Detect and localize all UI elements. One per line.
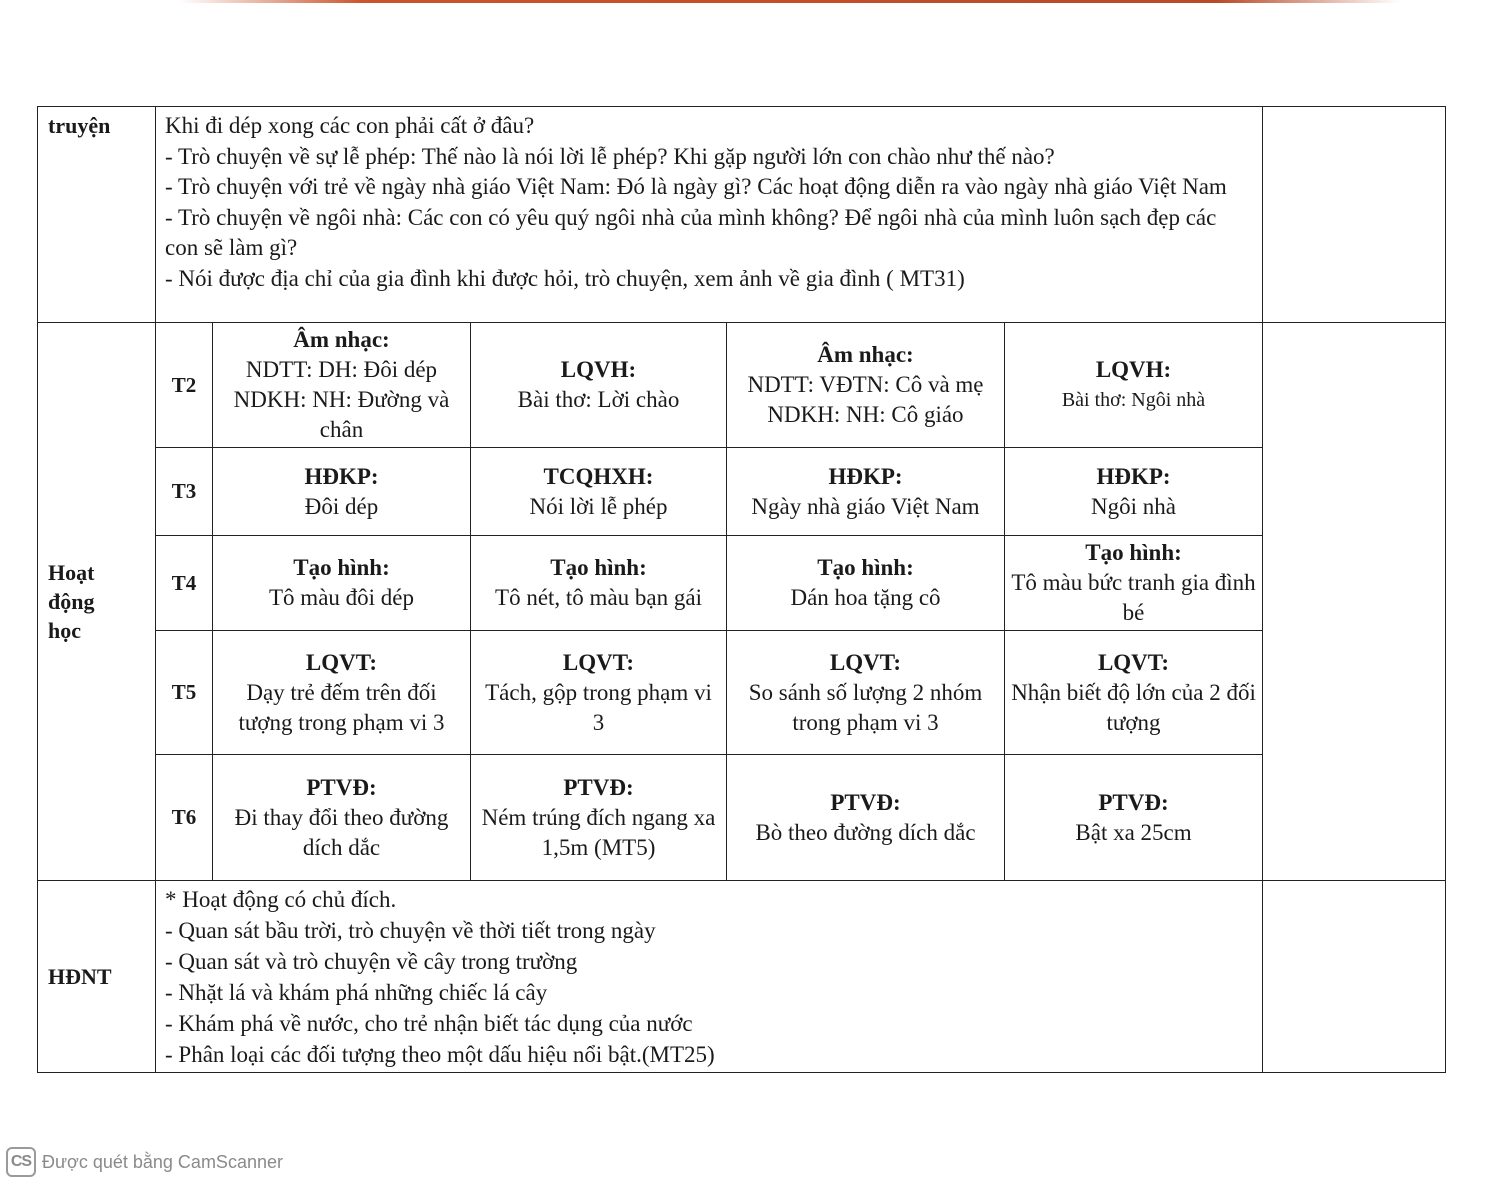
talk-line: - Nói được địa chỉ của gia đình khi được hỏi, trò chuyện, xem ảnh về gia đình ( MT31) [165, 265, 965, 291]
activity-cell [1005, 323, 1263, 448]
activity-cell [1005, 755, 1263, 881]
outdoor-line: - Nhặt lá và khám phá những chiếc lá cây [165, 980, 548, 1005]
activity-title: PTVĐ: [306, 774, 377, 800]
learning-row-t3 [38, 448, 1446, 536]
learning-label [38, 323, 156, 881]
learning-row-t4 [38, 536, 1446, 631]
activity-cell [1005, 631, 1263, 755]
outdoor-line: - Khám phá về nước, cho trẻ nhận biết tác dụng của nước [165, 1011, 693, 1036]
day-label: T6 [156, 755, 213, 881]
activity-cell [1005, 536, 1263, 631]
activity-cell [471, 536, 727, 631]
activity-title: TCQHXH: [543, 463, 654, 489]
activity-body: NDTT: DH: Đôi dép NDKH: NH: Đường và chân [233, 357, 450, 442]
activity-title: LQVT: [1097, 649, 1170, 675]
activity-body: Tách, gộp trong phạm vi 3 [485, 679, 712, 735]
day-label: T2 [156, 323, 213, 448]
activity-body: Nhận biết độ lớn của 2 đối tượng [1011, 679, 1256, 735]
talk-content [156, 107, 1263, 323]
day-label: T3 [156, 448, 213, 536]
talk-line: - Trò chuyện với trẻ về ngày nhà giáo Việt Nam: Đó là ngày gì? Các hoạt động diễn ra vào ngày nhà giáo Việt Nam [165, 174, 1227, 199]
notes-cell-learning [1263, 323, 1446, 881]
outdoor-line: - Quan sát và trò chuyện về cây trong trường [165, 949, 578, 974]
outdoor-line: - Quan sát bầu trời, trò chuyện về thời tiết trong ngày [165, 918, 656, 943]
learning-label-text: Hoạt động học [48, 560, 95, 643]
camscanner-text: Được quét bằng CamScanner [42, 1151, 283, 1172]
activity-title: LQVT: [562, 649, 635, 675]
activity-title: LQVT: [305, 649, 378, 675]
camscanner-watermark [6, 1146, 283, 1178]
activity-title: Âm nhạc: [817, 342, 914, 367]
activity-cell [727, 755, 1005, 881]
activity-body: Bài thơ: Lời chào [517, 387, 680, 412]
activity-cell [727, 631, 1005, 755]
activity-body: Ngày nhà giáo Việt Nam [751, 493, 980, 519]
activity-body: Ngôi nhà [1091, 493, 1176, 519]
activity-title: Tạo hình: [293, 555, 390, 580]
activity-cell [471, 448, 727, 536]
activity-title: HĐKP: [304, 463, 379, 489]
activity-cell [213, 755, 471, 881]
activity-body: Đi thay đổi theo đường dích dắc [234, 804, 449, 860]
notes-cell-talk [1263, 107, 1446, 323]
activity-title: LQVH: [1095, 357, 1172, 382]
talk-label: truyện [38, 107, 156, 323]
activity-cell [727, 323, 1005, 448]
activity-body: Tô màu đôi dép [269, 585, 414, 610]
activity-body: Dán hoa tặng cô [790, 585, 941, 610]
activity-title: Tạo hình: [550, 555, 647, 580]
activity-cell [1005, 448, 1263, 536]
activity-title: HĐKP: [828, 463, 903, 489]
activity-body: Tô nét, tô màu bạn gái [495, 585, 702, 610]
activity-cell [213, 323, 471, 448]
activity-title: PTVĐ: [830, 789, 901, 815]
outdoor-content [156, 881, 1263, 1073]
activity-title: HĐKP: [1096, 463, 1171, 489]
activity-cell [727, 536, 1005, 631]
activity-cell [213, 631, 471, 755]
activity-body: NDTT: VĐTN: Cô và mẹ NDKH: NH: Cô giáo [747, 372, 984, 427]
activity-body: So sánh số lượng 2 nhóm trong phạm vi 3 [748, 679, 983, 735]
activity-cell [727, 448, 1005, 536]
outdoor-line: * Hoạt động có chủ đích. [165, 887, 397, 912]
learning-row-t6 [38, 755, 1446, 881]
talk-row [38, 107, 1446, 323]
learning-row-t2 [38, 323, 1446, 448]
activity-body: Bật xa 25cm [1075, 819, 1192, 845]
activity-title: LQVT: [829, 649, 902, 675]
scan-edge-strip [180, 0, 1400, 3]
activity-body: Bài thơ: Ngôi nhà [1061, 389, 1206, 411]
activity-body: Bò theo đường dích dắc [755, 819, 976, 845]
activity-title: Tạo hình: [817, 555, 914, 580]
activity-body: Ném trúng đích ngang xa 1,5m (MT5) [481, 804, 716, 860]
activity-cell [213, 536, 471, 631]
day-label: T5 [156, 631, 213, 755]
activity-body: Đôi dép [304, 493, 379, 519]
activity-cell [471, 323, 727, 448]
notes-cell-outdoor [1263, 881, 1446, 1073]
activity-cell [471, 755, 727, 881]
outdoor-label: HĐNT [38, 881, 156, 1073]
activity-title: PTVĐ: [563, 774, 634, 800]
camscanner-logo: CS [6, 1147, 36, 1177]
activity-cell [471, 631, 727, 755]
talk-line: - Trò chuyện về ngôi nhà: Các con có yêu quý ngôi nhà của mình không? Để ngôi nhà của mình luôn sạch đẹp các con sẽ làm gì? [165, 204, 1217, 260]
activity-body: Dạy trẻ đếm trên đối tượng trong phạm vi 3 [238, 679, 445, 735]
lesson-plan-table [37, 106, 1446, 1073]
outdoor-line: - Phân loại các đối tượng theo một dấu hiệu nổi bật.(MT25) [165, 1042, 715, 1067]
activity-cell [213, 448, 471, 536]
learning-row-t5 [38, 631, 1446, 755]
activity-body: Tô màu bức tranh gia đình bé [1011, 570, 1256, 625]
outdoor-row [38, 881, 1446, 1073]
activity-title: Tạo hình: [1085, 540, 1182, 565]
talk-line: Khi đi dép xong các con phải cất ở đâu? [165, 113, 535, 138]
activity-body: Nói lời lễ phép [529, 493, 668, 519]
activity-title: PTVĐ: [1098, 789, 1169, 815]
activity-title: Âm nhạc: [293, 327, 390, 352]
activity-title: LQVH: [560, 357, 637, 382]
day-label: T4 [156, 536, 213, 631]
talk-line: - Trò chuyện về sự lễ phép: Thế nào là nói lời lễ phép? Khi gặp người lớn con chào như thế nào? [165, 143, 1055, 169]
